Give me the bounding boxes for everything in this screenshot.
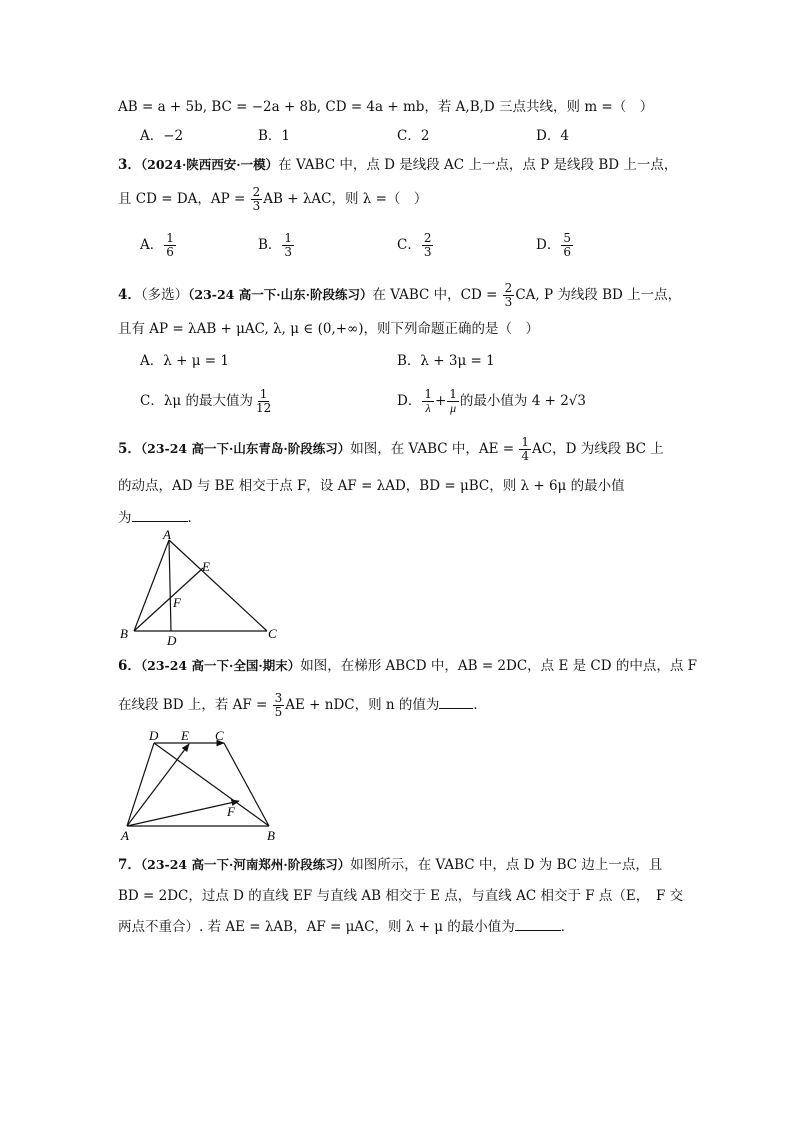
q2-option-c: C．2 [397,128,430,144]
q2-option-b: B．1 [258,128,291,144]
q6-label-c: C [215,728,224,743]
q6-source: （23-24 高一下·全国·期末） [140,658,301,673]
q2-option-d: D．4 [536,128,569,144]
q2-option-a: A．−2 [140,128,184,144]
q6-stem-line1: 6．（23-24 高一下·全国·期末）如图，在梯形 ABCD 中，AB = 2DC，点 E 是 CD 的中点，点 F [118,658,697,674]
q3-option-d: D． $\frac{5}{6}$ [536,231,571,259]
q4-option-c: C．λμ 的最大值为 $\frac{1}{12}$ [140,387,272,415]
q4-stem-line1: 4．（多选）（23-24 高一下·山东·阶段练习）在 VABC 中，CD = $\frac{2}{3}$ CA, P 为线段 BD 上一点， [118,281,682,309]
q6-answer-blank[interactable] [439,694,473,709]
q4-option-a: A．λ + μ = 1 [140,353,229,369]
q5-label-c: C [268,626,277,641]
q6-trapezoid-figure [115,724,290,844]
q4-multi-tag: （多选） [140,287,189,303]
q4-option-d: D． $\frac{1}{\lambda}$ + $\frac{1}{\mu}$ 的最小值为 4 + 2√3 [397,387,586,415]
q2-stem: AB = a + 5b, BC = −2a + 8b, CD = 4a + mb，若 A,B,D 三点共线，则 m =（ ） [118,99,654,115]
q7-stem-line2: BD = 2DC，过点 D 的直线 EF 与直线 AB 相交于 E 点，与直线 AC 相交于 F 点（E， F 交 [118,888,684,904]
q5-label-e: E [202,559,210,574]
q7-stem-line1: 7．（23-24 高一下·河南郑州·阶段练习）如图所示，在 VABC 中，点 D 为 BC 边上一点，且 [118,857,663,873]
q4-option-b: B．λ + 3μ = 1 [397,353,495,369]
q5-stem-line2: 的动点，AD 与 BE 相交于点 F，设 AF = λAD，BD = μBC，则 λ + 6μ 的最小值 [118,478,625,494]
q5-label-d: D [167,633,177,648]
q5-number: 5． [118,441,141,457]
q6-stem-line2: 在线段 BD 上，若 AF = $\frac{3}{5}$ AE + nDC，则 n 的值为 ． [118,691,487,719]
q4-number: 4． [118,287,141,303]
q5-source: （23-24 高一下·山东青岛·阶段练习） [140,441,351,456]
q4-stem-line2: 且有 AP = λAB + μAC, λ, μ ∈ (0,+∞)，则下列命题正确的是（ ） [118,321,540,337]
q6-label-e: E [181,728,189,743]
q5-stem-line3: 为 ． [118,507,201,528]
q3-option-c: C． $\frac{2}{3}$ [397,231,432,259]
q6-label-d: D [149,728,159,743]
q5-label-a: A [163,528,171,542]
q3-number: 3． [118,157,141,173]
q7-number: 7． [118,857,141,873]
q3-stem-line1: 3．（2024·陕西西安·一模）在 VABC 中，点 D 是线段 AC 上一点，点 P 是线段 BD 上一点， [118,157,678,173]
q5-label-b: B [120,626,128,641]
q7-answer-blank[interactable] [515,916,561,931]
q6-label-b: B [267,828,275,843]
q4-source: （23-24 高一下·山东·阶段练习） [188,287,373,302]
q7-source: （23-24 高一下·河南郑州·阶段练习） [140,857,351,872]
q3-source: （2024·陕西西安·一模） [140,157,279,172]
q7-stem-line3: 两点不重合）. 若 AE = λAB，AF = μAC，则 λ + μ 的最小值为 ． [118,916,574,937]
q6-label-f: F [227,804,235,819]
q6-number: 6． [118,658,141,674]
q6-label-a: A [121,828,129,843]
q3-stem-line2: 且 CD = DA，AP = $\frac{2}{3}$ AB + λAC，则 λ =（ ） [118,185,428,213]
q5-answer-blank[interactable] [132,507,188,522]
q5-label-f: F [173,595,181,610]
q3-fraction: $\frac{2}{3}$ [252,185,261,213]
q5-stem-line1: 5．（23-24 高一下·山东青岛·阶段练习）如图，在 VABC 中，AE = $\frac{1}{4}$ AC，D 为线段 BC 上 [118,435,664,463]
q5-triangle-figure [115,528,290,648]
q3-option-b: B． $\frac{1}{3}$ [258,231,293,259]
q3-option-a: A． $\frac{1}{6}$ [140,231,174,259]
